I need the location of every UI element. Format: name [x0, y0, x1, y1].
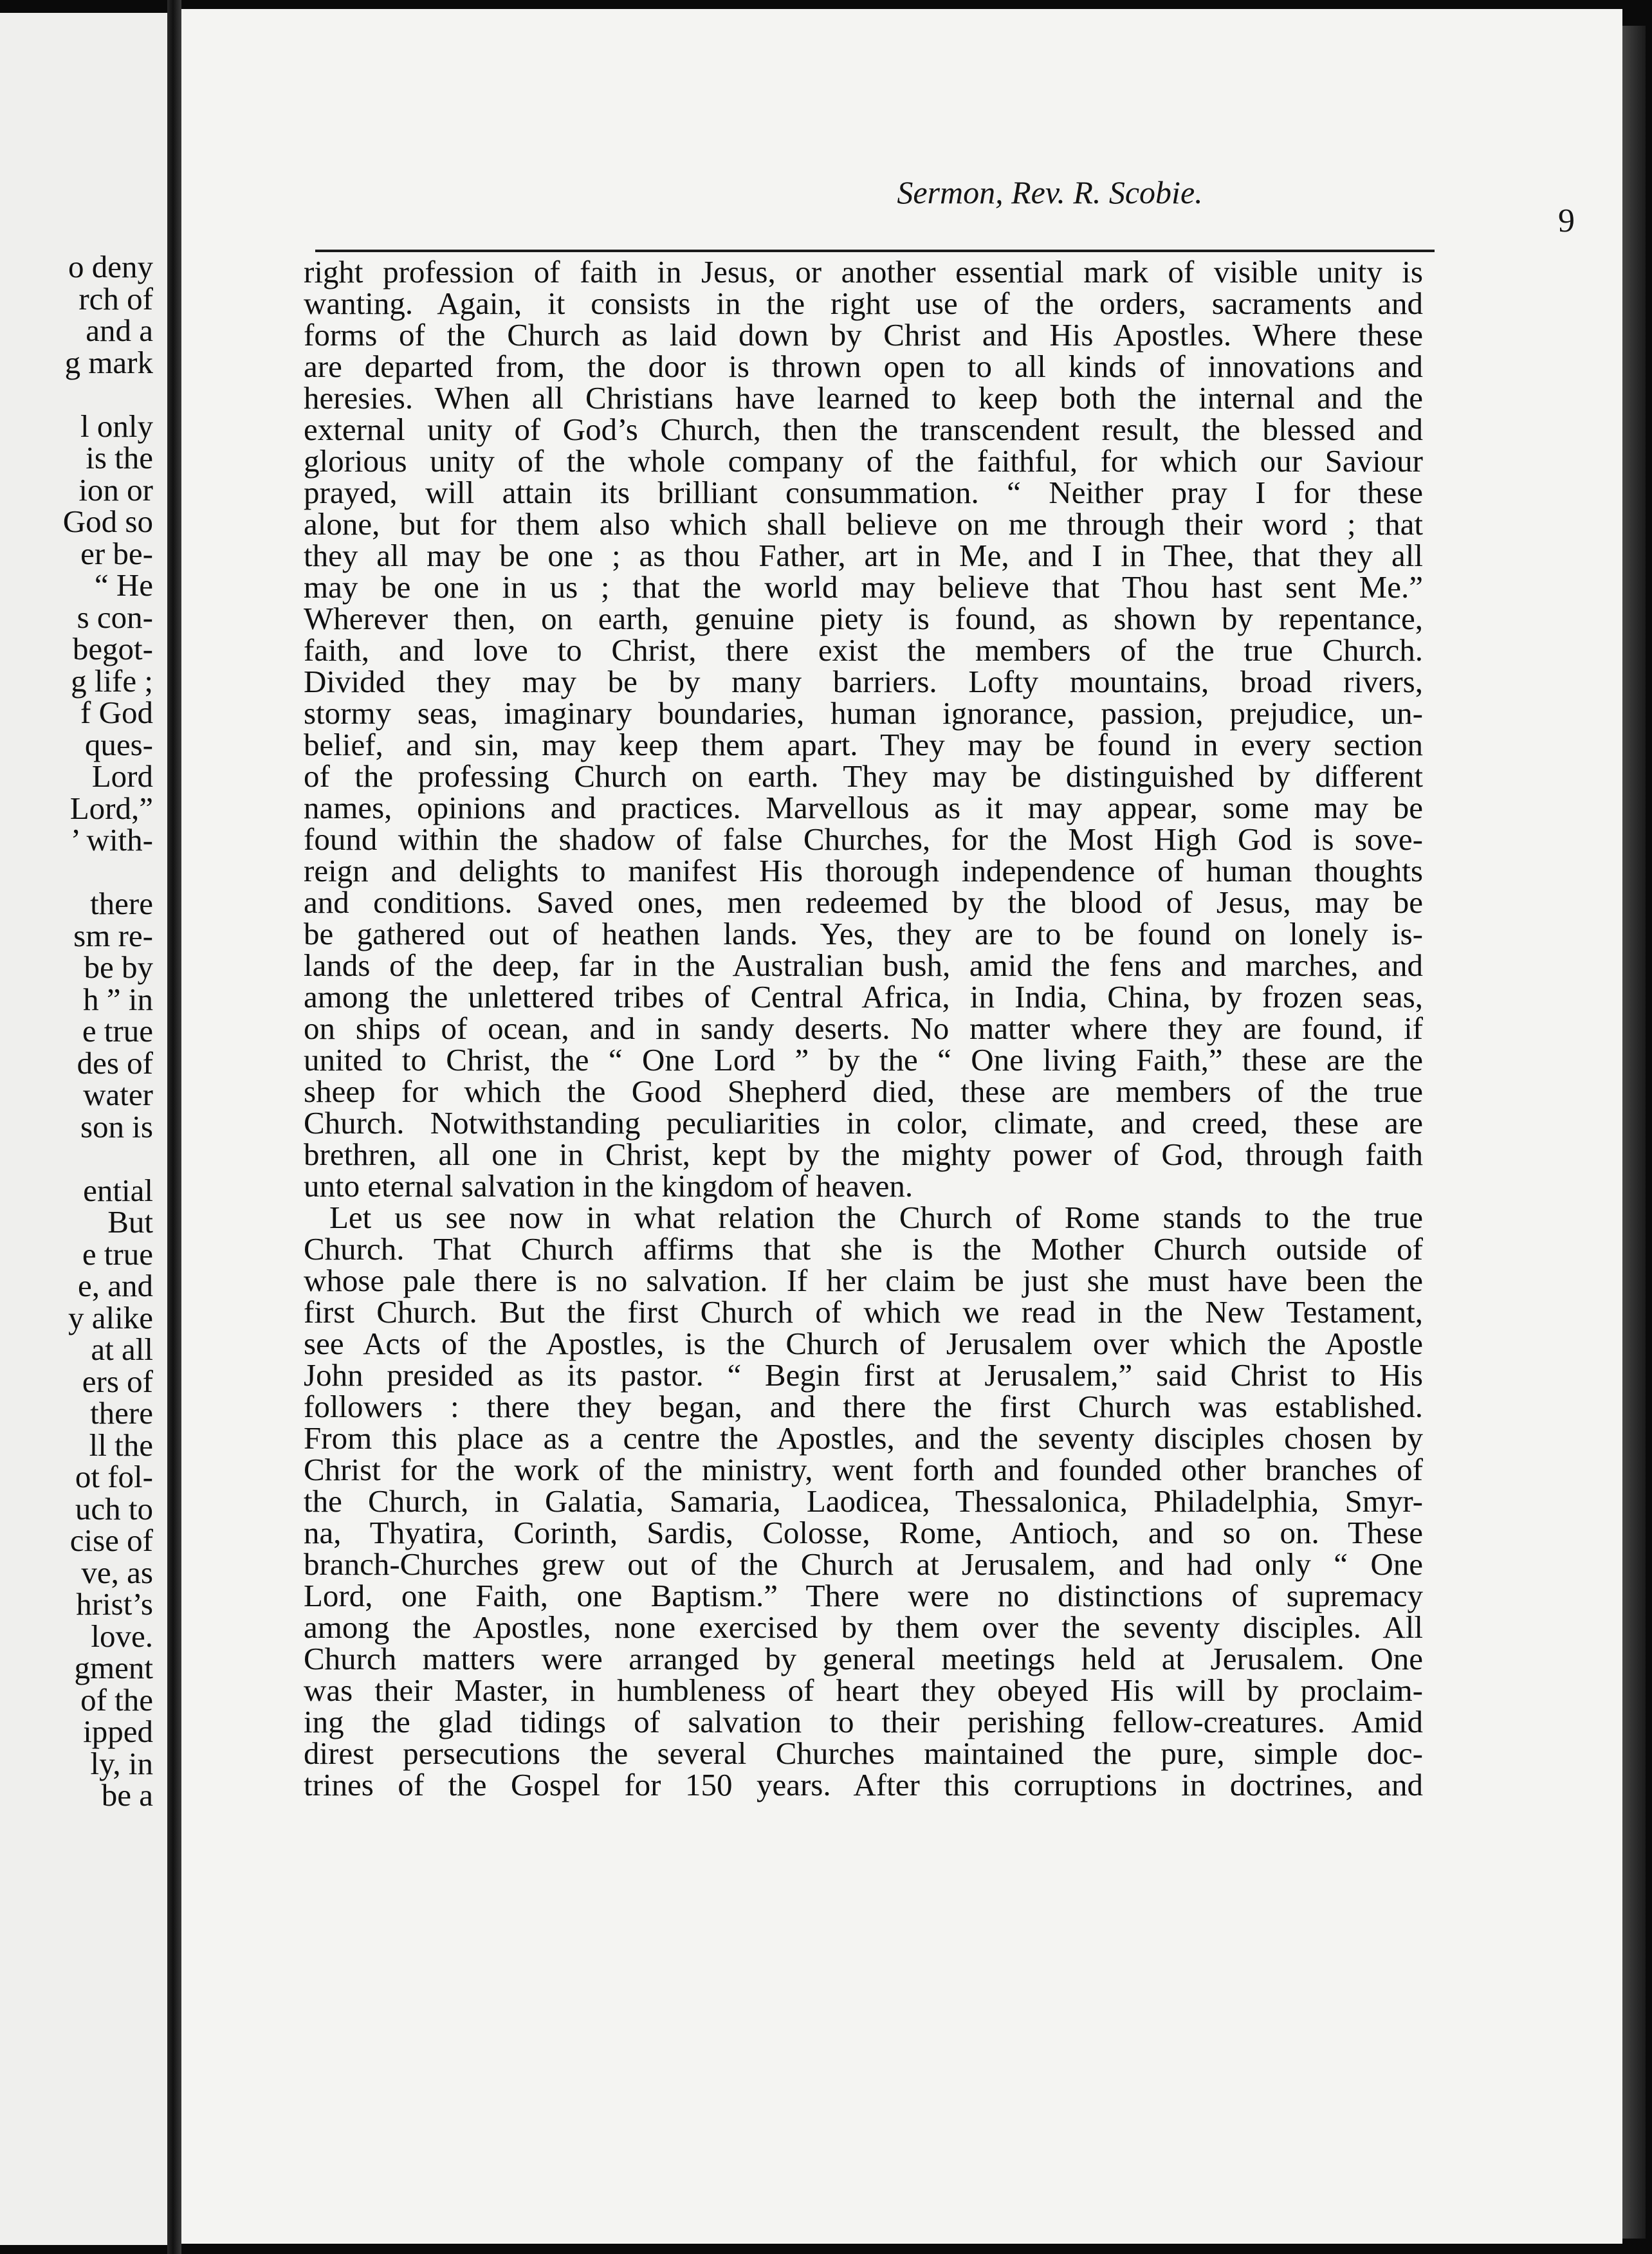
text-line: be gathered out of heathen lands. Yes, they are to be found on lonely is- [304, 916, 1423, 951]
text-line: Lord, one Faith, one Baptism.” There were no distinctions of supremacy [304, 1578, 1423, 1613]
left-page-line: g life ; [71, 663, 153, 699]
text-line: and conditions. Saved ones, men redeemed by the blood of Jesus, may be [304, 884, 1423, 920]
left-page-line: be by [84, 949, 153, 985]
left-page-line: o deny [68, 249, 153, 284]
text-line: lands of the deep, far in the Australian bush, amid the fens and marches, and [304, 948, 1423, 983]
left-page-line: of the [80, 1681, 153, 1718]
text-line: among the Apostles, none exercised by them over the seventy disciples. All [304, 1609, 1423, 1645]
text-line: belief, and sin, may keep them apart. They may be found in every section [304, 727, 1423, 762]
text-line: first Church. But the first Church of which we read in the New Testament, [304, 1294, 1423, 1330]
left-page-line: e, and [78, 1268, 153, 1303]
page-edge-shadow [1622, 26, 1646, 2239]
text-line: Divided they may be by many barriers. Lofty mountains, broad rivers, [304, 664, 1423, 699]
text-line: branch-Churches grew out of the Church at Jerusalem, and had only “ One [304, 1546, 1423, 1582]
text-line: sheep for which the Good Shepherd died, these are members of the true [304, 1074, 1423, 1109]
left-page-line: But [107, 1204, 153, 1240]
left-page-line: h ” in [83, 981, 153, 1017]
text-line: names, opinions and practices. Marvellous as it may appear, some may be [304, 790, 1423, 825]
text-line: they all may be one ; as thou Father, art in Me, and I in Thee, that they all [304, 538, 1423, 573]
text-line: prayed, will attain its brilliant consummation. “ Neither pray I for these [304, 475, 1423, 510]
text-line: stormy seas, imaginary boundaries, human ignorance, passion, prejudice, un- [304, 695, 1423, 731]
left-page-line [63, 1142, 153, 1175]
text-line: na, Thyatira, Corinth, Sardis, Colosse, Rome, Antioch, and so on. These [304, 1515, 1423, 1550]
left-page-text [63, 251, 153, 1811]
text-line: on ships of ocean, and in sandy deserts. No matter where they are found, if [304, 1011, 1423, 1046]
left-page-line: ers of [82, 1363, 153, 1399]
text-line: the Church, in Galatia, Samaria, Laodicea, Thessalonica, Philadelphia, Smyr- [304, 1483, 1423, 1519]
running-head: Sermon, Rev. R. Scobie. [897, 174, 1203, 210]
text-line: trines of the Gospel for 150 years. After this corruptions in doctrines, and [304, 1767, 1423, 1802]
page-number: 9 [1558, 203, 1575, 239]
left-page-line: is the [86, 440, 153, 475]
left-page-line: e true [82, 1013, 153, 1049]
text-line: are departed from, the door is thrown open to all kinds of innovations and [304, 349, 1423, 384]
text-line: among the unlettered tribes of Central Africa, in India, China, by frozen seas, [304, 979, 1423, 1014]
left-page-line: water [83, 1077, 153, 1112]
left-page-line: begot- [72, 631, 153, 666]
left-page-line: e true [82, 1236, 153, 1272]
left-page-line [63, 378, 153, 410]
left-page-line: God so [62, 504, 153, 539]
text-line: Church. That Church affirms that she is the Mother Church outside of [304, 1231, 1423, 1267]
book-page [181, 9, 1622, 2244]
left-page-line: there [90, 886, 153, 921]
text-line: was their Master, in humbleness of heart they obeyed His will by proclaim- [304, 1672, 1423, 1708]
left-page-line: Lord [91, 758, 153, 794]
text-line: alone, but for them also which shall believe on me through their word ; that [304, 506, 1423, 542]
left-page-line: s con- [77, 599, 153, 635]
text-line: external unity of God’s Church, then the transcendent result, the blessed and [304, 412, 1423, 447]
left-page-line: sm re- [73, 917, 153, 953]
text-line: direst persecutions the several Churches maintained the pure, simple doc- [304, 1736, 1423, 1771]
text-line: wanting. Again, it consists in the right use of the orders, sacraments and [304, 286, 1423, 321]
text-line: Church matters were arranged by general meetings held at Jerusalem. One [304, 1641, 1423, 1676]
left-page-line: hrist’s [76, 1586, 153, 1622]
left-page-line: there [90, 1395, 153, 1431]
left-page-line: ques- [84, 726, 153, 762]
text-line: see Acts of the Apostles, is the Church of Jerusalem over which the Apostle [304, 1326, 1423, 1361]
text-line: faith, and love to Christ, there exist the members of the true Church. [304, 632, 1423, 668]
left-page-line: be a [101, 1777, 153, 1813]
text-line: John presided as its pastor. “ Begin first at Jerusalem,” said Christ to His [304, 1357, 1423, 1393]
left-page-line: ll the [89, 1427, 153, 1463]
text-line: reign and delights to manifest His thorough independence of human thoughts [304, 853, 1423, 888]
left-page-line: des of [77, 1045, 153, 1081]
text-line: Christ for the work of the ministry, went forth and founded other branches of [304, 1452, 1423, 1487]
left-page-line: Lord,” [69, 790, 153, 826]
text-line: From this place as a centre the Apostles, and the seventy disciples chosen by [304, 1420, 1423, 1456]
left-facing-page [0, 13, 172, 2245]
text-line: forms of the Church as laid down by Christ and His Apostles. Where these [304, 317, 1423, 353]
text-line: right profession of faith in Jesus, or another essential mark of visible unity is [304, 254, 1423, 289]
text-line: united to Christ, the “ One Lord ” by the “ One living Faith,” these are the [304, 1042, 1423, 1077]
text-line: Wherever then, on earth, genuine piety is found, as shown by repentance, [304, 601, 1423, 636]
left-page-line: cise of [69, 1523, 153, 1558]
left-page-line: gment [74, 1650, 153, 1685]
header-rule [315, 250, 1435, 252]
text-line: unto eternal salvation in the kingdom of heaven. [304, 1168, 913, 1204]
text-line: glorious unity of the whole company of the faithful, for which our Saviour [304, 443, 1423, 479]
text-line: of the professing Church on earth. They may be distinguished by different [304, 758, 1423, 794]
text-line: found within the shadow of false Churches, for the Most High God is sove- [304, 821, 1423, 857]
left-page-line: ’ with- [70, 822, 153, 857]
left-page-line: “ He [94, 567, 153, 603]
left-page-line: son is [80, 1108, 153, 1144]
text-line: ing the glad tidings of salvation to their perishing fellow-creatures. Amid [304, 1704, 1423, 1739]
left-page-line: ipped [83, 1714, 153, 1749]
text-line: brethren, all one in Christ, kept by the mighty power of God, through faith [304, 1137, 1423, 1172]
left-page-line: y alike [68, 1299, 153, 1335]
left-page-line: at all [91, 1332, 153, 1367]
left-page-line: love. [91, 1618, 153, 1654]
left-page-line: ot fol- [75, 1459, 153, 1494]
left-page-line: f God [80, 695, 153, 730]
left-page-line: uch to [75, 1490, 153, 1526]
left-page-line: l only [80, 408, 153, 444]
book-gutter [167, 0, 181, 2254]
sermon-body-text [304, 256, 1423, 1800]
left-page-line: ve, as [81, 1554, 153, 1590]
left-page-line: rch of [78, 280, 153, 316]
text-line: followers : there they began, and there the first Church was established. [304, 1389, 1423, 1424]
left-page-line: ly, in [90, 1745, 153, 1781]
text-line: Let us see now in what relation the Church of Rome stands to the true [329, 1200, 1423, 1235]
left-page-line: ion or [78, 472, 153, 508]
left-page-line [63, 856, 153, 888]
text-line: whose pale there is no salvation. If her claim be just she must have been the [304, 1263, 1423, 1298]
left-page-line: g mark [64, 344, 153, 380]
left-page-line: and a [86, 313, 153, 348]
text-line: may be one in us ; that the world may believe that Thou hast sent Me.” [304, 569, 1423, 605]
left-page-line: er be- [80, 535, 153, 571]
text-line: Church. Notwithstanding peculiarities in color, climate, and creed, these are [304, 1105, 1423, 1141]
left-page-line: ential [83, 1172, 153, 1208]
text-line: heresies. When all Christians have learned to keep both the internal and the [304, 380, 1423, 416]
